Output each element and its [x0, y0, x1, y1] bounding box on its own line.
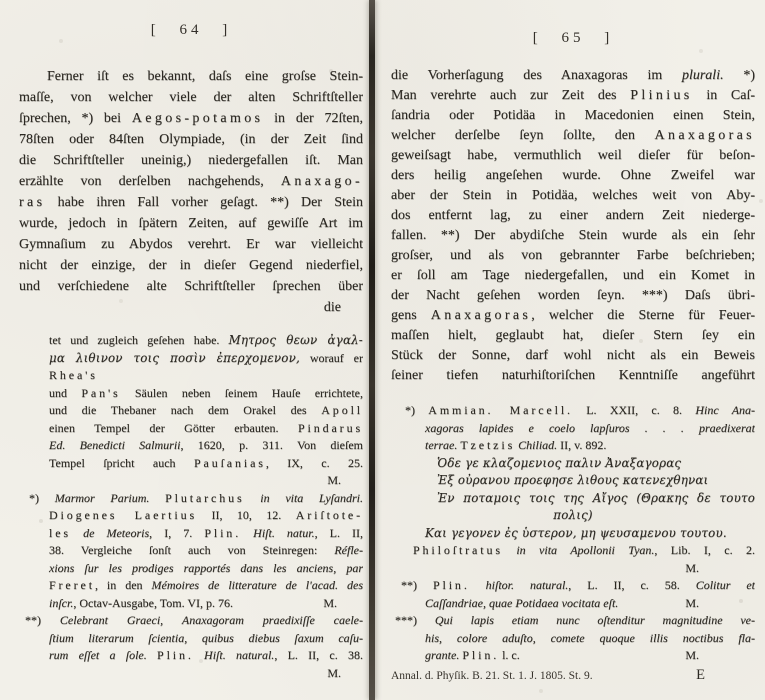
text-line: erzählte von derſelben nachgehends, Anaxago- [19, 174, 363, 189]
text-line: inſcr., Octav-Ausgabe, Tom. VI, p. 76. M. [19, 595, 363, 613]
signature-mark: E [696, 666, 705, 683]
text-line: *) Marmor Parium. Plutarchus in vita Lyſandri. [29, 490, 363, 505]
page-65-body-text [391, 66, 755, 386]
text-line: Diogenes Laertius II, 10, 12. Ariſtote- [49, 508, 363, 522]
journal-imprint-row [391, 667, 755, 684]
text-line: grante. Plin. l. c. M. [391, 647, 755, 665]
text-line: welcher derſelbe ſeyn ſollte, den Anaxagoras [391, 128, 755, 143]
text-line: groſser, und als von gebrannter Farbe beſchrieben; [391, 248, 755, 263]
text-line: Philoſtratus in vita Apollonii Tyan., Lib. I, c. 2. [413, 543, 755, 557]
text-line: er ſoll am Tage niedergefallen, und ein Komet in [391, 268, 755, 283]
text-line: ſeiner tiefen naturhiſtoriſchen Kenntniſſe angeführt [391, 368, 755, 383]
text-line: maſſen hielt, geglaubt hat, dieſer Stern ſey ein [391, 328, 755, 343]
text-line: xagoras lapides e coelo lapſuros . . . praedixerat [425, 420, 755, 435]
footnote-author-mark: M. [685, 648, 699, 662]
text-line: Ferner iſt es bekannt, daſs eine groſse Stein- [47, 69, 363, 84]
text-line: Tempel ſpricht auch Pauſanias, IX, c. 25. [49, 455, 363, 470]
text-line: 78ſten oder 84ſten Olympiade, (in der Zeit ſind [19, 132, 363, 147]
text-line: nicht der einzige, der in dieſer Gegend niederfiel, [19, 258, 363, 273]
page-64-body-text [19, 66, 363, 318]
page-gutter-rule [369, 0, 375, 700]
text-line: der Nacht geſehen worden ſeyn. ***) Daſs übri- [391, 288, 755, 303]
text-line: terrae. Tzetzis Chiliad. II, v. 892. [425, 438, 607, 452]
text-line: und Pan's Säulen neben ſeinem Hauſe errichtete, [49, 385, 363, 400]
journal-imprint: Annal. d. Phyſik. B. 21. St. 1. J. 1805. St. 9. [391, 669, 593, 682]
text-line: und verſchiedene alte Schriftſteller ſprechen über [19, 279, 363, 294]
text-line: dos entfernt lag, zu einer andern Zeit niederge- [391, 208, 755, 223]
text-line: die Vorherſagung des Anaxagoras im plurali. *) [391, 68, 755, 83]
page-number-left: [ 64 ] [150, 22, 232, 38]
text-line: geweiſsagt habe, vermuthlich weil dieſer für beſon- [391, 148, 755, 163]
text-line: Man verehrte auch zur Zeit des Plinius in Caſ- [391, 88, 755, 103]
page-65 [391, 16, 755, 684]
text-line: M. [685, 560, 699, 575]
text-line: Και γεγονεν ἐς ὑστερον, μη ψευσαμενου τουτου. [425, 525, 727, 540]
text-line: πολις) [553, 508, 593, 522]
text-line: ſtium literarum ſcientia, quibus diebus ſaxum caſu- [49, 630, 363, 645]
text-line: M. [327, 473, 341, 487]
page-number-right: [ 65 ] [532, 30, 614, 46]
text-line: maſſe, von welcher viele der alten Schriftſteller [19, 90, 363, 105]
text-line: **) Plin. hiſtor. natural., L. II, c. 58. Colitur et [401, 578, 755, 592]
text-line: xions ſur les prodiges rapportés dans les anciens, par [49, 560, 363, 575]
page-64 [19, 12, 363, 682]
text-line: wurde, jedoch in ſpätern Zeiten, auf gewiſſe Art im [19, 216, 363, 231]
text-line: **) Celebrant Graeci, Anaxagoram praedixiſſe caele- [25, 613, 363, 627]
text-line: Gymnaſium zu Abydos verehrt. Er war vielleicht [19, 237, 363, 252]
page-65-footnotes [391, 402, 755, 665]
footnote-author-mark: M. [685, 595, 699, 610]
text-line: die Schriftſteller uneinig,) niedergefallen iſt. Man [19, 153, 363, 168]
text-line: ſandria oder Potidäa in Macedonien einen Stein, [391, 108, 755, 123]
text-line: fallen. **) Der abydiſche Stein wurde als ein ſehr [391, 228, 755, 243]
text-line: rum eſſet a ſole. Plin. Hiſt. natural., L. II, c. 38. [49, 648, 363, 662]
text-line: Ed. Benedicti Salmurii, 1620, p. 311. Von dieſem [49, 438, 363, 452]
text-line: 38. Vergleiche ſonſt auch von Steinregen: Réfle- [49, 543, 363, 557]
text-line: *) Ammian. Marcell. L. XXII, c. 8. Hinc Ana- [405, 403, 755, 417]
page-64-footnotes [19, 332, 363, 682]
text-line: tet und zugleich geſehen habe. Μητρος θεων ἀγαλ- [49, 333, 363, 347]
text-line: aber der Stein in Potidäa, welches weit von Aby- [391, 188, 755, 203]
text-line: ſprechen, *) bei Aegos-potamos in der 72ſten, [19, 111, 363, 126]
text-line: Ἐξ οὐρανου προεφησε λιθους κατενεχθηναι [437, 473, 709, 487]
text-line: Ἐν ποταμοις τοις της Αἴγος (Θρακης δε τουτο [437, 490, 755, 505]
text-line: Ὁδε γε κλαζομενιος παλιν Ἀναξαγορας [437, 455, 682, 470]
text-line: Caſſandriae, quae Potidaea vocitata eſt. M. [391, 595, 755, 613]
text-line: les de Meteoris, I, 7. Plin. Hiſt. natur., L. II, [49, 525, 363, 540]
text-line: M. [327, 665, 341, 680]
footnote-author-mark: M. [323, 595, 337, 610]
text-line: die [323, 300, 341, 315]
text-line: μα λιθινον τοις ποσὶν ἐπερχομενον, worauf er Rhea's [49, 350, 363, 382]
text-line: einen Tempel der Götter erbauten. Pindarus [49, 420, 363, 435]
text-line: ders heilig angeſehen wurde. Ohne Zweifel war [391, 168, 755, 183]
paper-specks [0, 0, 2, 2]
text-line: Stück der Sonne, darf wohl nicht als ein Beweis [391, 348, 755, 363]
text-line: und die Thebaner nach dem Orakel des Apoll [49, 403, 363, 417]
text-line: ras habe ihren Fall vorher geſagt. **) Der Stein [19, 195, 363, 210]
text-line: gens Anaxagoras, welcher die Sterne für Feuer- [391, 308, 755, 323]
text-line: ***) Qui lapis etiam nunc oſtenditur magnitudine ve- [395, 613, 755, 627]
text-line: his, colore aduſto, comete quoque illis noctibus fla- [425, 630, 755, 645]
text-line: Freret, in den Mémoires de litterature de l'acad. des [49, 578, 363, 592]
